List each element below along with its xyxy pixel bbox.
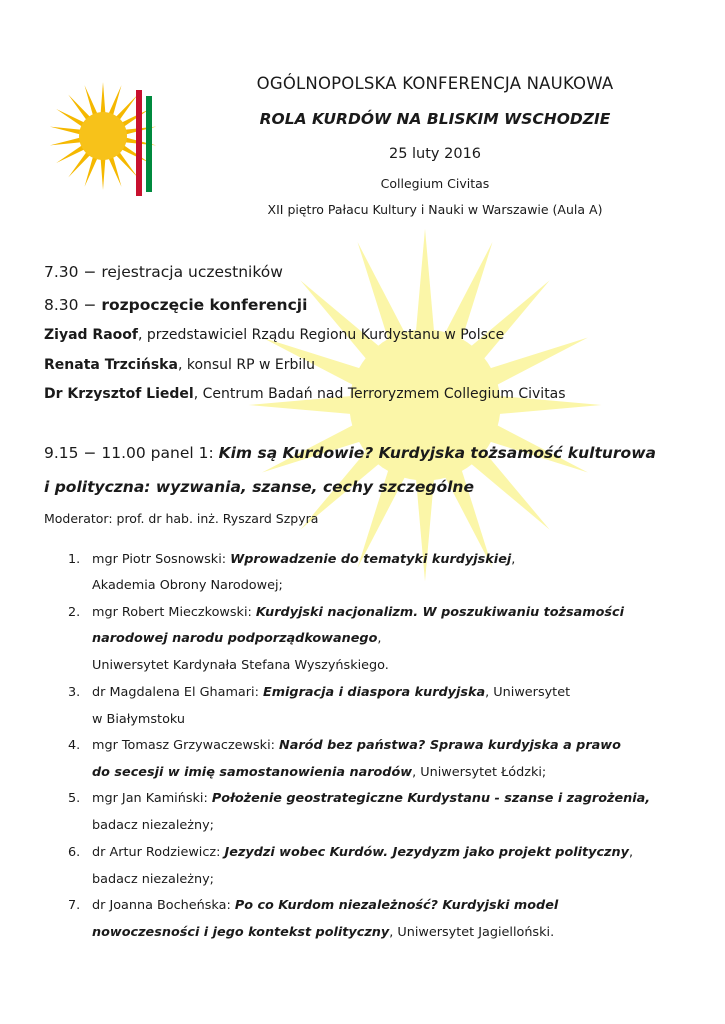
registration-line: 7.30 − rejestracja uczestników: [44, 263, 283, 281]
talk-speaker: mgr Piotr Sosnowski:: [92, 552, 231, 567]
talk-affiliation: badacz niezależny;: [92, 872, 214, 887]
sun-ray: [100, 156, 105, 190]
speaker-role: , przedstawiciel Rządu Regionu Kurdystanu w Polsce: [137, 327, 505, 343]
list-item: [92, 552, 515, 567]
list-item-number: 5.: [68, 791, 81, 806]
sun-ray: [100, 82, 105, 116]
talk-affiliation: Akademia Obrony Narodowej;: [92, 578, 283, 593]
speaker-name: Renata Trzcińska: [44, 357, 178, 373]
talk-affiliation: badacz niezależny;: [92, 818, 214, 833]
panel-moderator: Moderator: prof. dr hab. inż. Ryszard Szpyra: [44, 511, 319, 526]
list-item: [92, 898, 558, 913]
sun-ray: [300, 280, 384, 364]
talk-affiliation: , Uniwersytet: [485, 685, 571, 700]
talk-title: Po co Kurdom niezależność? Kurdyjski model: [234, 898, 559, 913]
conference-logo-icon: [48, 70, 173, 202]
talk-title: Wprowadzenie do tematyki kurdyjskiej: [230, 552, 512, 567]
sun-ray: [415, 229, 434, 338]
conference-date: 25 luty 2016: [388, 146, 482, 162]
talk-affiliation: ,: [628, 845, 634, 860]
list-item-number: 1.: [68, 552, 81, 567]
talk-affiliation: ,: [377, 631, 382, 646]
talk-title: do secesji w imię samostanowienia narodów: [92, 765, 413, 780]
talk-title: Naród bez państwa? Sprawa kurdyjska a prawo: [279, 738, 621, 753]
conference-venue: Collegium Civitas: [380, 176, 490, 191]
panel-title-line1: Kim są Kurdowie? Kurdyjska tożsamość kulturowa: [218, 444, 656, 462]
list-item-number: 7.: [68, 898, 81, 913]
talk-affiliation: w Białymstoku: [92, 712, 186, 727]
talk-affiliation: ,: [511, 552, 516, 567]
talk-affiliation: , Uniwersytet Jagielloński.: [389, 925, 555, 940]
panel-time: 9.15 − 11.00 panel 1:: [44, 444, 219, 462]
speaker-role: , konsul RP w Erbilu: [177, 357, 316, 373]
talk-title-continued: [92, 631, 381, 646]
talk-speaker: mgr Tomasz Grzywaczewski:: [92, 738, 280, 753]
talk-title-continued: [92, 925, 554, 940]
talk-title: nowoczesności i jego kontekst polityczny: [92, 925, 390, 940]
sun-ray: [50, 127, 84, 135]
talk-speaker: mgr Jan Kamiński:: [92, 791, 212, 806]
talk-title-continued: [92, 765, 546, 780]
conference-title: OGÓLNOPOLSKA KONFERENCJA NAUKOWA: [256, 74, 614, 93]
sun-ray: [50, 137, 84, 145]
list-item-number: 2.: [68, 605, 81, 620]
opening-label: rozpoczęcie konferencji: [101, 296, 308, 314]
list-item-number: 4.: [68, 738, 81, 753]
sun-watermark-icon: [245, 225, 605, 585]
talk-title: Emigracja i diaspora kurdyjska: [262, 685, 486, 700]
opening-line: [44, 296, 307, 314]
list-item-number: 3.: [68, 685, 81, 700]
speaker-role: , Centrum Badań nad Terroryzmem Collegium Civitas: [193, 386, 566, 402]
speaker-line: [44, 327, 504, 343]
list-item: [92, 845, 633, 860]
conference-place: XII piętro Pałacu Kultury i Nauki w Warszawie (Aula A): [267, 202, 603, 217]
talk-title: Położenie geostrategiczne Kurdystanu - szanse i zagrożenia,: [211, 791, 651, 806]
talk-title: narodowej narodu podporządkowanego: [92, 631, 378, 646]
sun-ray: [484, 337, 588, 387]
talk-speaker: mgr Robert Mieczkowski:: [92, 605, 256, 620]
talk-speaker: dr Artur Rodziewicz:: [92, 845, 225, 860]
list-item-number: 6.: [68, 845, 81, 860]
speaker-line: [44, 386, 566, 402]
speaker-line: [44, 357, 315, 373]
talk-affiliation: , Uniwersytet Łódzki;: [412, 765, 547, 780]
talk-speaker: dr Joanna Bocheńska:: [92, 898, 235, 913]
sun-ray: [466, 280, 550, 364]
talk-title: Jezydzi wobec Kurdów. Jezydyzm jako projekt polityczny: [224, 845, 629, 860]
speaker-name: Dr Krzysztof Liedel: [44, 386, 194, 402]
talk-title: Kurdyjski nacjonalizm. W poszukiwaniu tożsamości: [255, 605, 624, 620]
conference-subtitle: ROLA KURDÓW NA BLISKIM WSCHODZIE: [259, 110, 611, 128]
list-item: [92, 605, 624, 620]
opening-time: 8.30 −: [44, 296, 102, 314]
panel-heading: [44, 444, 656, 462]
speaker-name: Ziyad Raoof: [44, 327, 138, 343]
talk-speaker: dr Magdalena El Ghamari:: [92, 685, 263, 700]
list-item: [92, 685, 570, 700]
panel-title-line2: i polityczna: wyzwania, szanse, cechy szczególne: [44, 478, 474, 496]
list-item: [92, 738, 621, 753]
list-item: [92, 791, 650, 806]
talk-affiliation: Uniwersytet Kardynała Stefana Wyszyńskiego.: [92, 658, 389, 673]
